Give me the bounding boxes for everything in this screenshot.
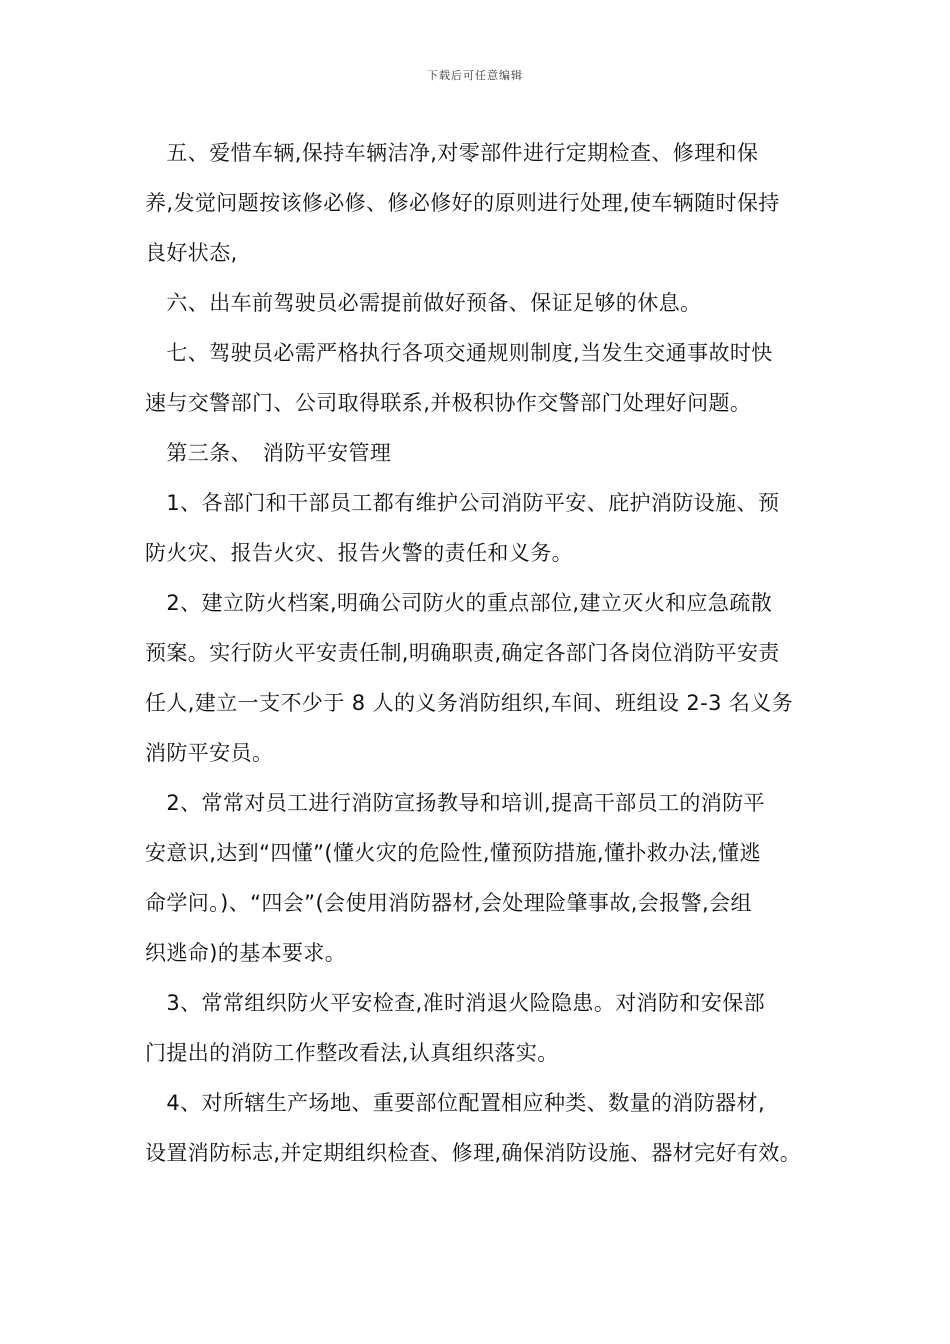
- document-body: [145, 128, 830, 1178]
- text-line: 2、常常对员工进行消防宣扬教导和培训,提高干部员工的消防平: [145, 791, 766, 815]
- text-line: 防火灾、报告火灾、报告火警的责任和义务。: [145, 541, 573, 565]
- text-line: 五、爱惜车辆,保持车辆洁净,对零部件进行定期检查、修理和保: [145, 141, 759, 165]
- text-line: 六、出车前驾驶员必需提前做好预备、保证足够的休息。: [145, 291, 702, 315]
- text-line: 七、驾驶员必需严格执行各项交通规则制度,当发生交通事故时快: [145, 341, 773, 365]
- text-line: 任人,建立一支不少于 8 人的义务消防组织,车间、班组设 2-3 名义务: [145, 691, 794, 715]
- text-line: 消防平安员。: [145, 741, 274, 765]
- text-line: 4、对所辖生产场地、重要部位配置相应种类、数量的消防器材,: [145, 1091, 766, 1115]
- text-line: 命学问。)、“四会”(会使用消防器材,会处理险肇事故,会报警,会组: [145, 891, 752, 915]
- page-header: 下载后可任意编辑: [427, 69, 523, 82]
- text-line: 预案。实行防火平安责任制,明确职责,确定各部门各岗位消防平安责: [145, 641, 780, 665]
- text-line: 安意识,达到“四懂”(懂火灾的危险性,懂预防措施,懂扑救办法,懂逃: [145, 841, 761, 865]
- text-line: 织逃命)的基本要求。: [145, 941, 347, 965]
- text-line: 良好状态,: [145, 241, 238, 265]
- text-line: 3、常常组织防火平安检查,准时消退火险隐患。对消防和安保部: [145, 991, 766, 1015]
- section-heading: 第三条、 消防平安管理: [145, 441, 392, 465]
- text-line: 2、建立防火档案,明确公司防火的重点部位,建立灭火和应急疏散: [145, 591, 773, 615]
- text-line: 速与交警部门、公司取得联系,并极积协作交警部门处理好问题。: [145, 391, 752, 415]
- text-line: 1、各部门和干部员工都有维护公司消防平安、庇护消防设施、预: [145, 491, 780, 515]
- text-line: 养,发觉问题按该修必修、修必修好的原则进行处理,使车辆随时保持: [145, 191, 780, 215]
- text-line: 设置消防标志,并定期组织检查、修理,确保消防设施、器材完好有效。: [145, 1141, 802, 1165]
- text-line: 门提出的消防工作整改看法,认真组织落实。: [145, 1041, 559, 1065]
